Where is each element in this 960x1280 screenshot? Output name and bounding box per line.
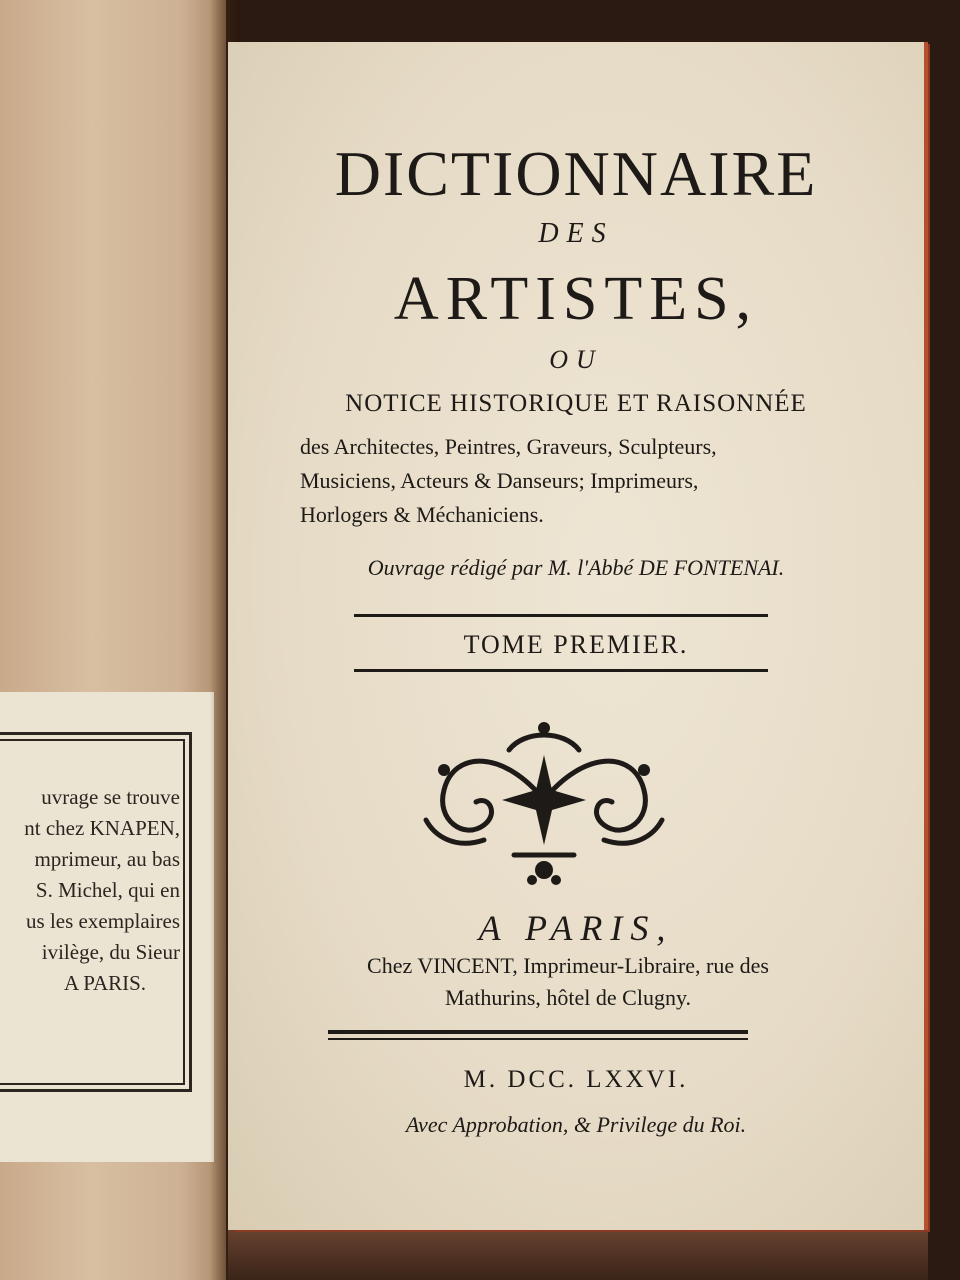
rule-bottom: [354, 669, 768, 672]
privilege-line: Avec Approbation, & Privilege du Roi.: [405, 1112, 747, 1137]
title-artistes: ARTISTES,: [393, 265, 759, 333]
bookplate-line: S. Michel, qui en: [35, 878, 180, 902]
title-page: [228, 42, 924, 1230]
publication-date: M. DCC. LXXVI.: [463, 1066, 689, 1093]
volume-label: TOME PREMIER.: [463, 630, 689, 659]
description-line: des Architectes, Peintres, Graveurs, Sculpteurs,: [300, 434, 717, 459]
title-ou: OU: [549, 345, 603, 374]
title-des: DES: [538, 218, 614, 249]
subtitle-description: [300, 430, 860, 532]
place-of-publication: A PARIS,: [478, 908, 674, 948]
printer-ornament-icon: [414, 710, 674, 890]
bookplate-text: [0, 782, 180, 999]
bookplate-line: ivilège, du Sieur: [41, 940, 180, 964]
imprint-line: Mathurins, hôtel de Clugny.: [444, 985, 692, 1010]
bookplate-line: us les exemplaires: [26, 909, 180, 933]
description-line: Horlogers & Méchaniciens.: [300, 502, 544, 527]
book-bottom-edge: [228, 1226, 928, 1280]
bookplate-line: nt chez KNAPEN,: [24, 816, 180, 840]
book-title: DICTIONNAIRE: [334, 138, 818, 209]
rule-top: [354, 614, 768, 617]
imprint-line: Chez VINCENT, Imprimeur-Libraire, rue des: [367, 953, 769, 978]
bookplate-line: mprimeur, au bas: [34, 847, 180, 871]
description-line: Musiciens, Acteurs & Danseurs; Imprimeurs,: [300, 468, 699, 493]
imprint: [268, 950, 868, 1014]
bookplate-label: [0, 692, 214, 1162]
subtitle-notice: NOTICE HISTORIQUE ET RAISONNÉE: [345, 390, 807, 417]
bookplate-line: A PARIS.: [63, 971, 147, 995]
author-line: Ouvrage rédigé par M. l'Abbé DE FONTENAI.: [367, 555, 785, 580]
rule-double-bottom: [328, 1038, 748, 1040]
rule-double-top: [328, 1030, 748, 1034]
bookplate-line: uvrage se trouve: [41, 785, 180, 809]
